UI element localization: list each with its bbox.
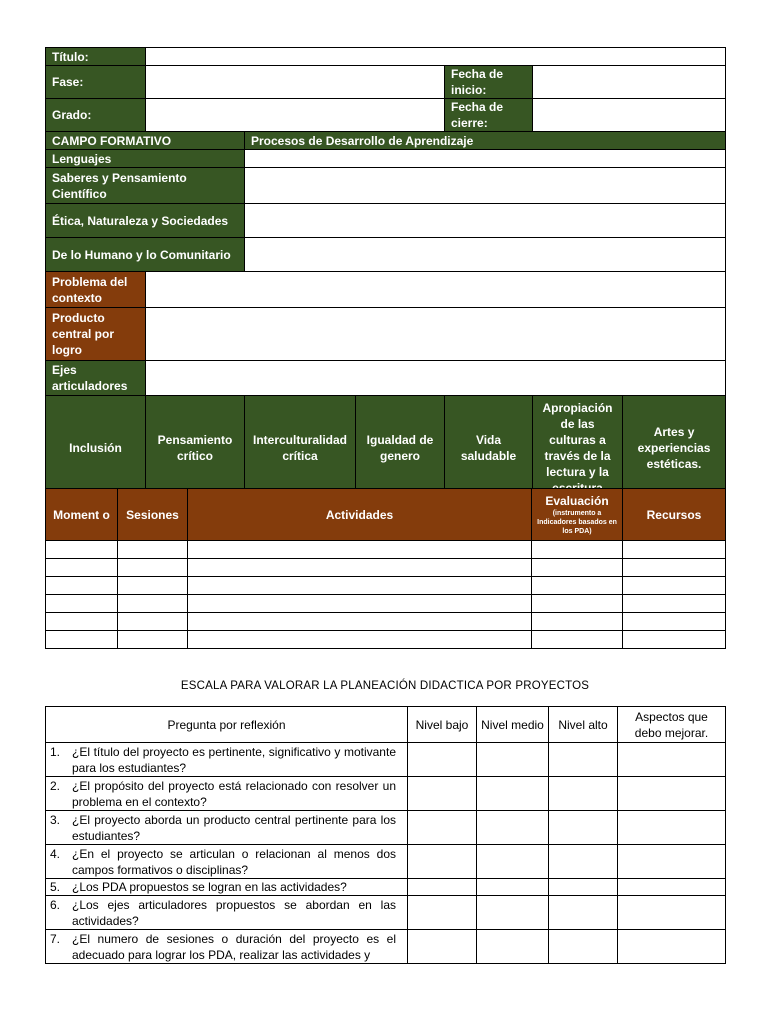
scale-title: ESCALA PARA VALORAR LA PLANEACIÓN DIDACTICA POR PROYECTOS	[180, 680, 590, 692]
planning-table	[45, 47, 726, 519]
eje-igualdad-genero: Igualdad de genero	[356, 396, 445, 501]
session-row	[46, 595, 726, 613]
problema-label: Problema del contexto	[46, 272, 146, 308]
fase-field[interactable]	[146, 66, 445, 99]
sessions-table	[45, 488, 726, 649]
titulo-field[interactable]	[146, 48, 726, 66]
session-row	[46, 559, 726, 577]
header-nivel-medio: Nivel medio	[477, 707, 549, 743]
momento-header: Moment o	[46, 489, 118, 541]
problema-field[interactable]	[146, 272, 726, 308]
eje-interculturalidad: Interculturalidad crítica	[245, 396, 356, 501]
fase-label: Fase:	[46, 66, 146, 99]
actividades-header: Actividades	[188, 489, 532, 541]
recursos-header: Recursos	[623, 489, 726, 541]
eje-artes: Artes y experiencias estéticas.	[623, 396, 726, 501]
session-row	[46, 541, 726, 559]
procesos-header: Procesos de Desarrollo de Aprendizaje	[245, 132, 726, 150]
titulo-label: Título:	[46, 48, 146, 66]
eje-apropiacion-culturas: Apropiación de las culturas a través de la lectura y la	[533, 396, 623, 501]
campo-humano: De lo Humano y lo Comunitario	[46, 238, 245, 272]
producto-field[interactable]	[146, 308, 726, 361]
evaluacion-header: Evaluación (instrumento a Indicadores basados en los PDA)	[532, 489, 623, 541]
header-aspectos: Aspectos que debo mejorar.	[618, 707, 726, 743]
header-nivel-bajo: Nivel bajo	[408, 707, 477, 743]
eje-inclusion: Inclusión	[46, 396, 146, 501]
campo-saberes-field[interactable]	[245, 168, 726, 204]
campo-formativo-header: CAMPO FORMATIVO	[46, 132, 245, 150]
campo-lenguajes: Lenguajes	[46, 150, 245, 168]
ejes-field[interactable]	[146, 361, 726, 396]
scale-table	[45, 706, 726, 964]
campo-saberes: Saberes y Pensamiento Científico	[46, 168, 245, 204]
producto-label: Producto central por logro	[46, 308, 146, 361]
question-row: 5. ¿Los PDA propuestos se logran en las actividades?	[46, 879, 726, 896]
campo-humano-field[interactable]	[245, 238, 726, 272]
fecha-cierre-label: Fecha de cierre:	[445, 99, 533, 132]
campo-lenguajes-field[interactable]	[245, 150, 726, 168]
session-row	[46, 577, 726, 595]
session-row	[46, 613, 726, 631]
sesiones-header: Sesiones	[118, 489, 188, 541]
question-row: 2. ¿El propósito del proyecto está relacionado con resolver un problema en el contexto?	[46, 777, 726, 811]
eje-vida-saludable: Vida saludable	[445, 396, 533, 501]
header-pregunta: Pregunta por reflexión	[46, 707, 408, 743]
question-row: 4. ¿En el proyecto se articulan o relacionan al menos dos campos formativos o disciplinas?	[46, 845, 726, 879]
question-row: 1. ¿El título del proyecto es pertinente, significativo y motivante para los estudiantes?	[46, 743, 726, 777]
question-row: 3. ¿El proyecto aborda un producto central pertinente para los estudiantes?	[46, 811, 726, 845]
eje-pensamiento-critico: Pensamiento crítico	[146, 396, 245, 501]
ejes-label: Ejes articuladores	[46, 361, 146, 396]
question-row: 7. ¿El numero de sesiones o duración del proyecto es el adecuado para lograr los PDA, realizar las actividades y	[46, 930, 726, 964]
fecha-cierre-field[interactable]	[533, 99, 726, 132]
session-row	[46, 631, 726, 649]
question-row: 6. ¿Los ejes articuladores propuestos se abordan en las actividades?	[46, 896, 726, 930]
grado-label: Grado:	[46, 99, 146, 132]
fecha-inicio-field[interactable]	[533, 66, 726, 99]
campo-etica: Ética, Naturaleza y Sociedades	[46, 204, 245, 238]
evaluacion-note: (instrumento a Indicadores basados en los PDA)	[537, 510, 617, 535]
header-nivel-alto: Nivel alto	[549, 707, 618, 743]
grado-field[interactable]	[146, 99, 445, 132]
fecha-inicio-label: Fecha de inicio:	[445, 66, 533, 99]
campo-etica-field[interactable]	[245, 204, 726, 238]
